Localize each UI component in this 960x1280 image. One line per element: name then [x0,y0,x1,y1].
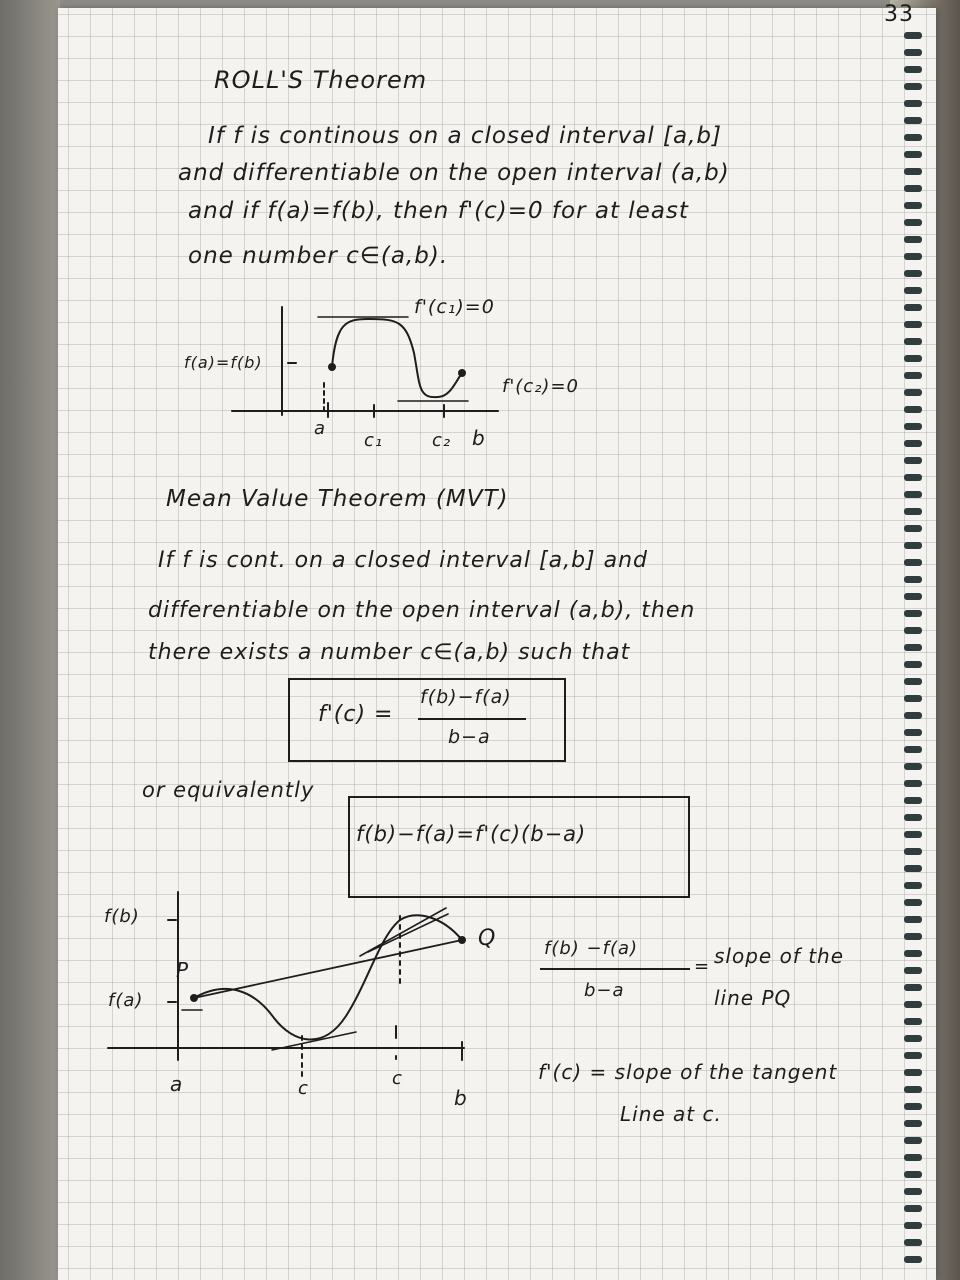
spiral-ring [904,746,922,753]
spiral-ring [904,117,922,124]
spiral-ring [904,763,922,770]
mvt-point-p [190,994,198,1002]
spiral-ring [904,1171,922,1178]
spiral-ring [904,49,922,56]
formula1-lhs: f'(c) = [318,702,394,727]
mvt-label-fa: f(a) [108,990,144,1011]
rolle-tick-c1: c₁ [364,430,384,451]
spiral-ring [904,168,922,175]
spiral-ring [904,355,922,362]
rolle-tick-c2: c₂ [432,430,452,451]
spiral-ring [904,1137,922,1144]
spiral-ring [904,338,922,345]
rolle-line-2: and differentiable on the open interval (a,b) [178,160,730,186]
spiral-ring [904,814,922,821]
note2-line1: f'(c) = slope of the tangent [538,1060,838,1084]
spiral-ring [904,916,922,923]
mvt-formula2-box [348,796,690,898]
spiral-ring [904,1120,922,1127]
spiral-ring [904,950,922,957]
spiral-ring [904,304,922,311]
spiral-ring [904,270,922,277]
spiral-ring [904,440,922,447]
spiral-ring [904,695,922,702]
spiral-ring [904,1035,922,1042]
spiral-ring [904,576,922,583]
spiral-ring [904,1052,922,1059]
mvt-line-3: there exists a number c∈(a,b) such that [148,640,631,665]
spiral-ring [904,933,922,940]
rolle-fc2-label: f'(c₂)=0 [502,376,579,397]
spiral-ring [904,1069,922,1076]
spiral-ring [904,185,922,192]
spiral-ring [904,508,922,515]
background-left [0,0,60,1280]
spiral-ring [904,406,922,413]
note1-equals: = [694,956,711,977]
note1-fraction-bar [540,968,690,970]
mvt-line-2: differentiable on the open interval (a,b), then [148,598,696,623]
spiral-ring [904,389,922,396]
spiral-ring [904,491,922,498]
formula1-denominator: b−a [448,726,491,748]
formula1-fraction-bar [418,718,526,720]
mvt-formula-box [288,678,566,762]
page-number: 33 [884,2,914,27]
spiral-ring [904,593,922,600]
mvt-tick-c1: c [298,1078,309,1099]
spiral-ring [904,151,922,158]
spiral-ring [904,644,922,651]
mvt-title: Mean Value Theorem (MVT) [166,486,509,512]
note2-line2: Line at c. [620,1102,722,1126]
spiral-ring [904,797,922,804]
rolle-point-a [328,363,336,371]
spiral-ring [904,610,922,617]
rolle-point-b [458,369,466,377]
spiral-ring [904,865,922,872]
spiral-ring [904,967,922,974]
mvt-point-q [458,936,466,944]
mvt-tick-b: b [454,1086,468,1110]
mvt-tick-c2: c [392,1068,403,1089]
or-equivalently: or equivalently [142,778,315,802]
spiral-ring [904,627,922,634]
rolle-fa-fb-label: f(a)=f(b) [184,353,263,372]
note1-text2: line PQ [714,986,792,1010]
spiral-ring [904,202,922,209]
spiral-ring [904,1086,922,1093]
spiral-ring [904,287,922,294]
rolle-tick-b: b [472,426,486,450]
rolle-tick-a: a [314,418,327,439]
mvt-graph [98,886,538,1106]
spiral-ring [904,678,922,685]
spiral-ring [904,1222,922,1229]
spiral-ring [904,780,922,787]
spiral-ring [904,372,922,379]
spiral-binding [900,18,924,1278]
spiral-ring [904,474,922,481]
spiral-ring [904,32,922,39]
note1-denominator: b−a [584,980,625,1001]
spiral-ring [904,219,922,226]
mvt-label-q: Q [478,926,497,951]
spiral-ring [904,525,922,532]
formula2: f(b)−f(a)=f'(c)(b−a) [356,822,587,846]
spiral-ring [904,457,922,464]
spiral-ring [904,1188,922,1195]
spiral-ring [904,712,922,719]
note1-numerator: f(b) −f(a) [544,938,639,959]
spiral-ring [904,1018,922,1025]
spiral-ring [904,236,922,243]
spiral-ring [904,1239,922,1246]
rolle-line-4: one number c∈(a,b). [188,243,449,269]
spiral-ring [904,100,922,107]
spiral-ring [904,321,922,328]
spiral-ring [904,848,922,855]
spiral-ring [904,831,922,838]
spiral-ring [904,1205,922,1212]
mvt-line-1: If f is cont. on a closed interval [a,b] and [158,548,648,573]
rolle-title: ROLL'S Theorem [214,66,428,94]
mvt-label-p: P [176,958,190,982]
spiral-ring [904,984,922,991]
spiral-ring [904,542,922,549]
spiral-ring [904,66,922,73]
spiral-ring [904,1103,922,1110]
spiral-ring [904,1154,922,1161]
spiral-ring [904,134,922,141]
spiral-ring [904,559,922,566]
spiral-ring [904,253,922,260]
mvt-label-fb: f(b) [104,906,140,927]
notebook-page [58,2,936,1280]
spiral-ring [904,83,922,90]
rolle-fc1-label: f'(c₁)=0 [414,296,495,318]
spiral-ring [904,1256,922,1263]
rolle-line-1: If f is continous on a closed interval [a,b] [208,123,722,149]
mvt-tick-a: a [170,1072,184,1096]
spiral-ring [904,661,922,668]
formula1-numerator: f(b)−f(a) [420,686,512,708]
spiral-ring [904,423,922,430]
spiral-ring [904,882,922,889]
spiral-ring [904,1001,922,1008]
spiral-ring [904,729,922,736]
rolle-line-3: and if f(a)=f(b), then f'(c)=0 for at least [188,198,689,224]
spiral-ring [904,899,922,906]
note1-text1: slope of the [714,944,845,968]
